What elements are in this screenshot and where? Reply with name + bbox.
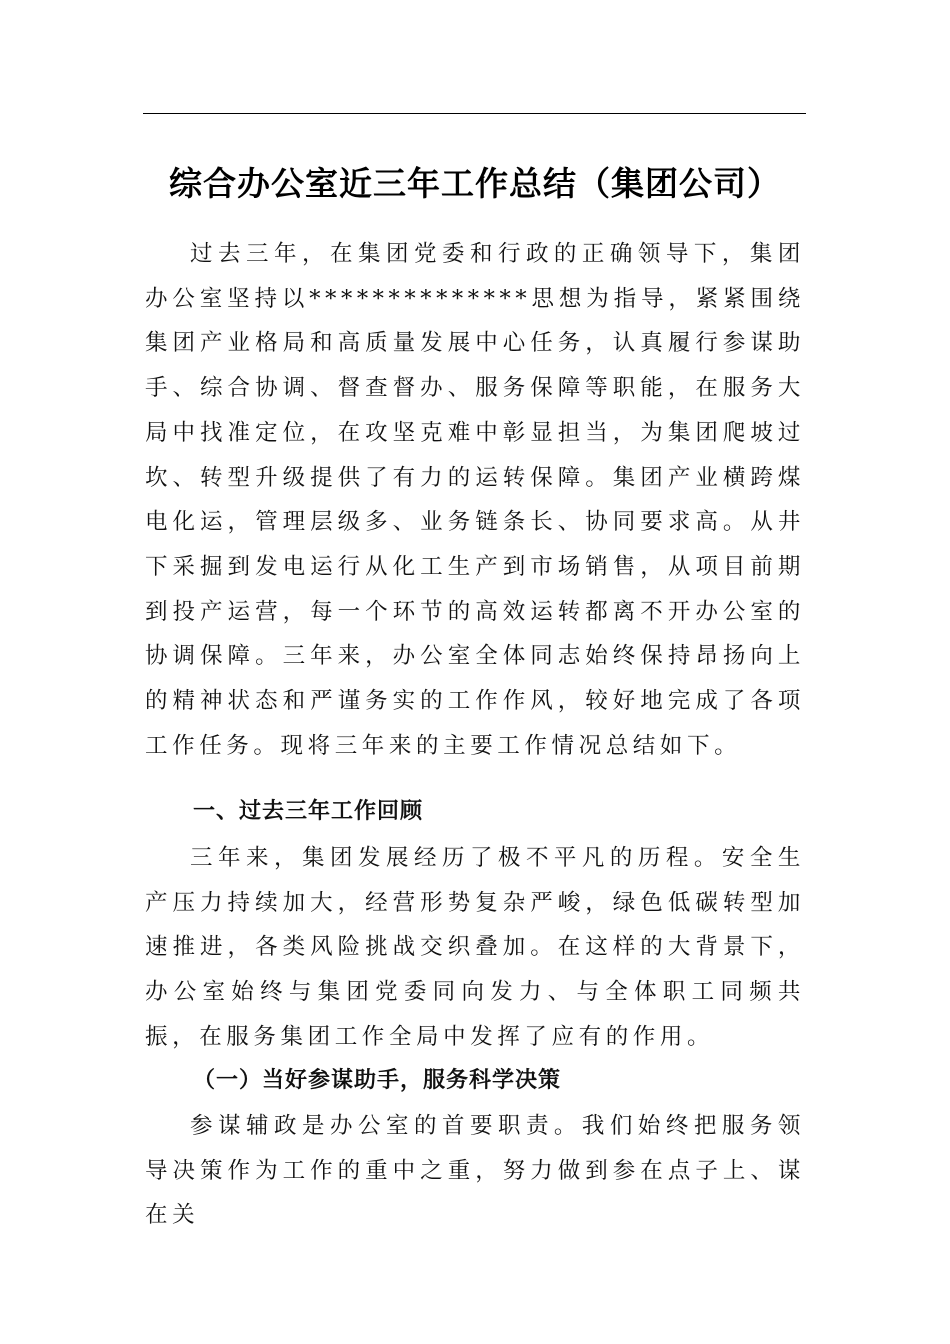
section-heading-review: 一、过去三年工作回顾 (193, 799, 424, 824)
subsection-heading-advisor: （一）当好参谋助手，服务科学决策 (193, 1067, 562, 1093)
document-title: 综合办公室近三年工作总结（集团公司） (169, 164, 781, 203)
header-rule (143, 113, 806, 114)
intro-paragraph: 过去三年，在集团党委和行政的正确领导下，集团办公室坚持以**************思想为指导，紧紧围绕集团产业格局和高质量发展中心任务，认真履行参谋助手、综合协调、督查督办、服务保障等职能，在服务大局中找准定位，在攻坚克难中彰显担当，为集团爬坡过坎、转型升级提供了有力的运转保障。集团产业横跨煤电化运，管理层级多、业务链条长、协同要求高。从井下采掘到发电运行从化工生产到市场销售，从项目前期到投产运营，每一个环节的高效运转都离不开办公室的协调保障。三年来，办公室全体同志始终保持昂扬向上的精神状态和严谨务实的工作作风，较好地完成了各项工作任务。现将三年来的主要工作情况总结如下。 (145, 241, 805, 759)
advisor-paragraph: 参谋辅政是办公室的首要职责。我们始终把服务领导决策作为工作的重中之重，努力做到参在点子上、谋在关 (145, 1113, 805, 1229)
review-paragraph: 三年来，集团发展经历了极不平凡的历程。安全生产压力持续加大，经营形势复杂严峻，绿色低碳转型加速推进，各类风险挑战交织叠加。在这样的大背景下，办公室始终与集团党委同向发力、与全体职工同频共振，在服务集团工作全局中发挥了应有的作用。 (145, 845, 805, 1050)
